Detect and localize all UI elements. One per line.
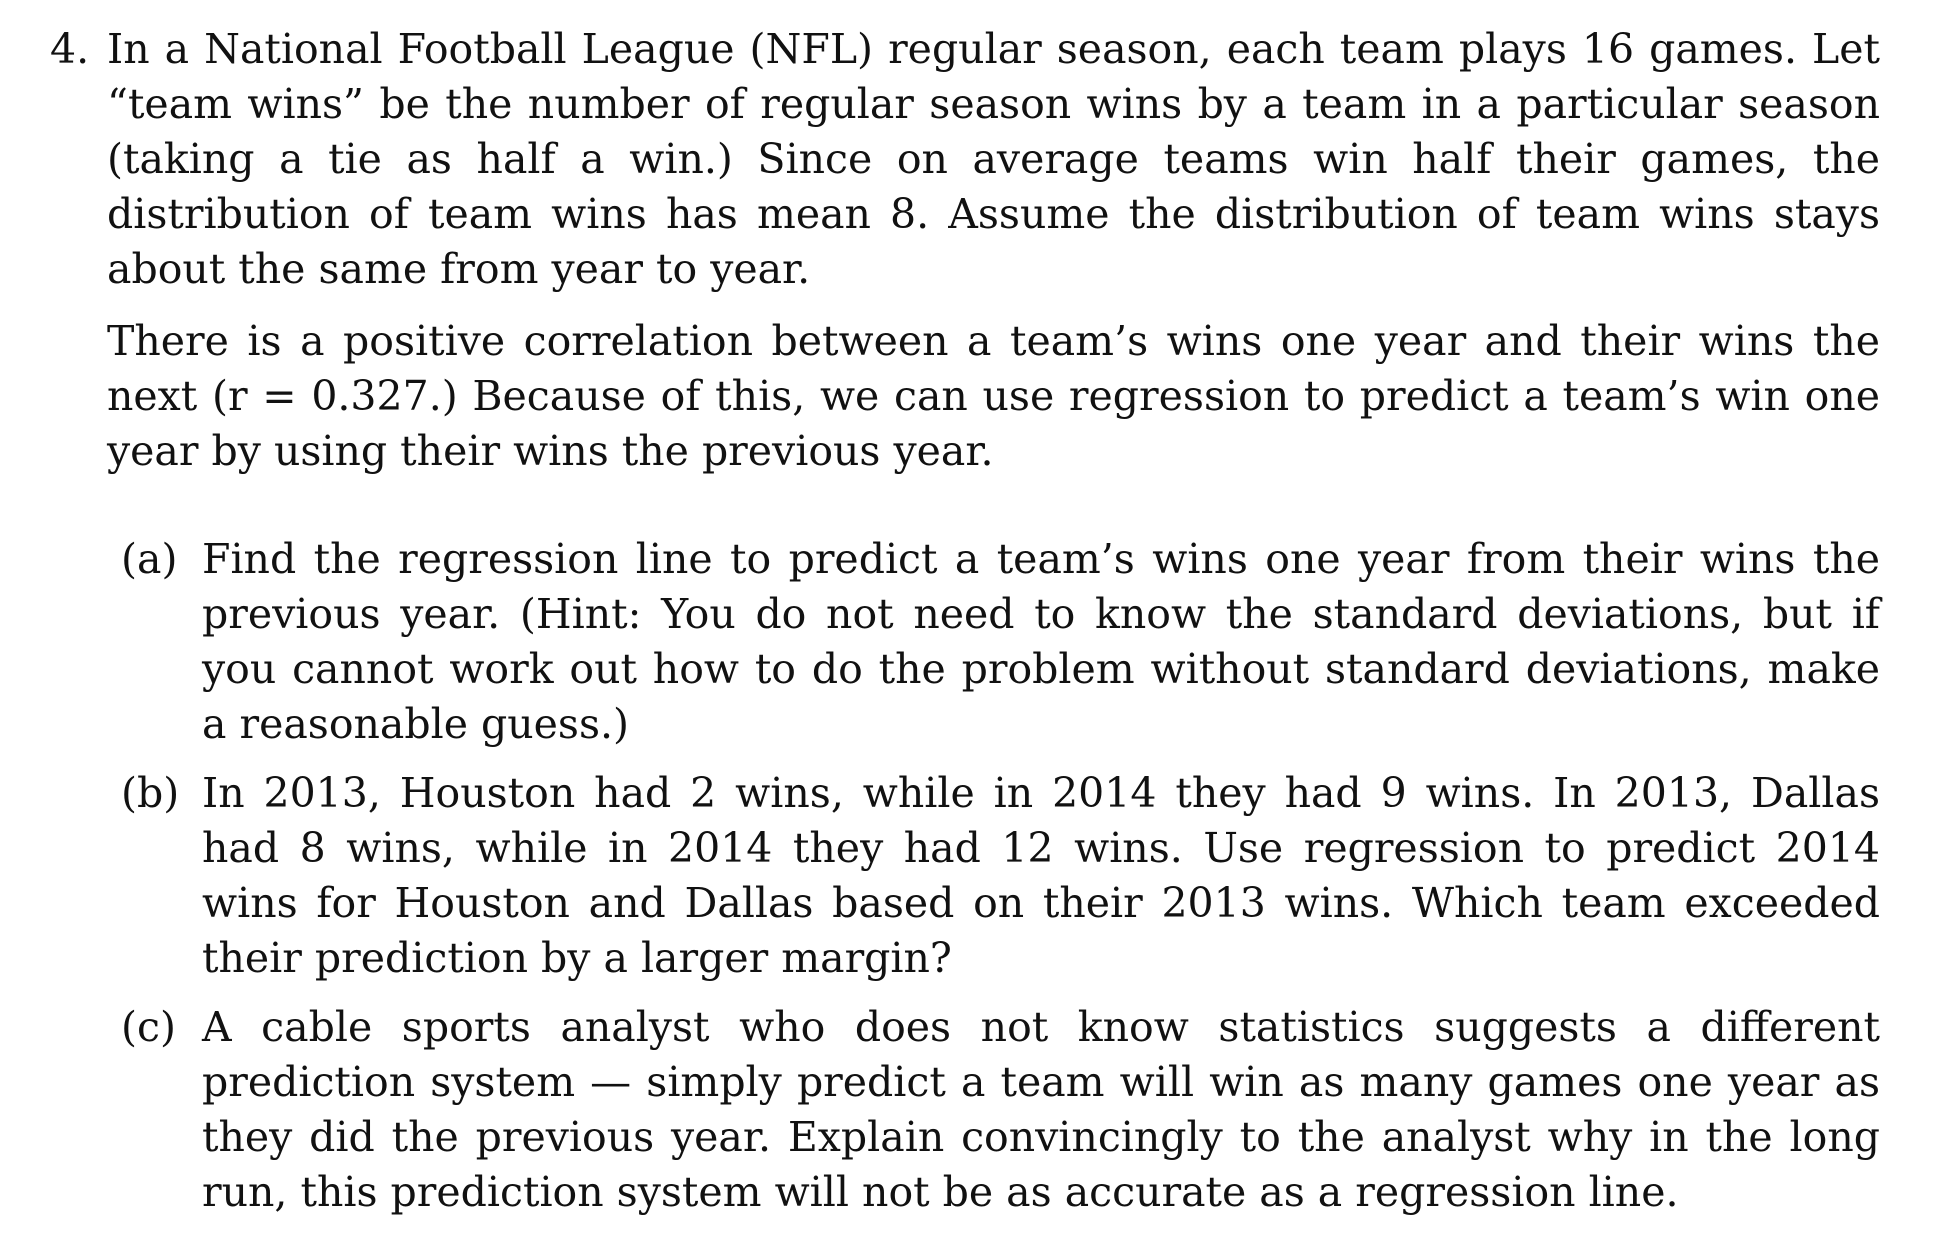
part-c-text: A cable sports analyst who does not know statistics suggests a different prediction system — simply predict a team will win as many games one year as they did the previous year. Explain convincingly to the analyst why in the long run, this prediction system will not be as accurate as a regression line. bbox=[202, 1003, 1880, 1216]
part-a-text: Find the regression line to predict a team’s wins one year from their wins the previous year. (Hint: You do not need to know the standard deviations, but if you cannot work out how to do the problem without standard deviations, make a reasonable guess.) bbox=[202, 535, 1880, 748]
part-c-label: (c) bbox=[121, 1003, 176, 1051]
part-a bbox=[121, 532, 1880, 752]
problem-paragraph-correlation: There is a positive correlation between a team’s wins one year and their wins the next (r = 0.327.) Because of this, we can use regression to predict a team’s win one year by using their wins the previous year. bbox=[107, 317, 1880, 475]
problem-number: 4. bbox=[50, 25, 90, 73]
part-b-label: (b) bbox=[121, 769, 180, 817]
problem-row bbox=[50, 22, 1880, 1234]
part-c bbox=[121, 1000, 1880, 1220]
part-b-text: In 2013, Houston had 2 wins, while in 2014 they had 9 wins. In 2013, Dallas had 8 wins, while in 2014 they had 12 wins. Use regression to predict 2014 wins for Houston and Dallas based on their 2013 wins. Which team exceeded their prediction by a larger margin? bbox=[202, 769, 1880, 982]
problem-paragraph-intro: In a National Football League (NFL) regular season, each team plays 16 games. Let “team wins” be the number of regular season wins by a team in a particular season (taking a tie as half a win.) Since on average teams win half their games, the distribution of team wins has mean 8. Assume the distribution of team wins stays about the same from year to year. bbox=[107, 25, 1880, 293]
problem-body bbox=[107, 22, 1880, 1234]
part-b bbox=[121, 766, 1880, 986]
part-a-label: (a) bbox=[121, 535, 178, 583]
problem-parts bbox=[107, 532, 1880, 1220]
problem-4 bbox=[50, 22, 1880, 1234]
